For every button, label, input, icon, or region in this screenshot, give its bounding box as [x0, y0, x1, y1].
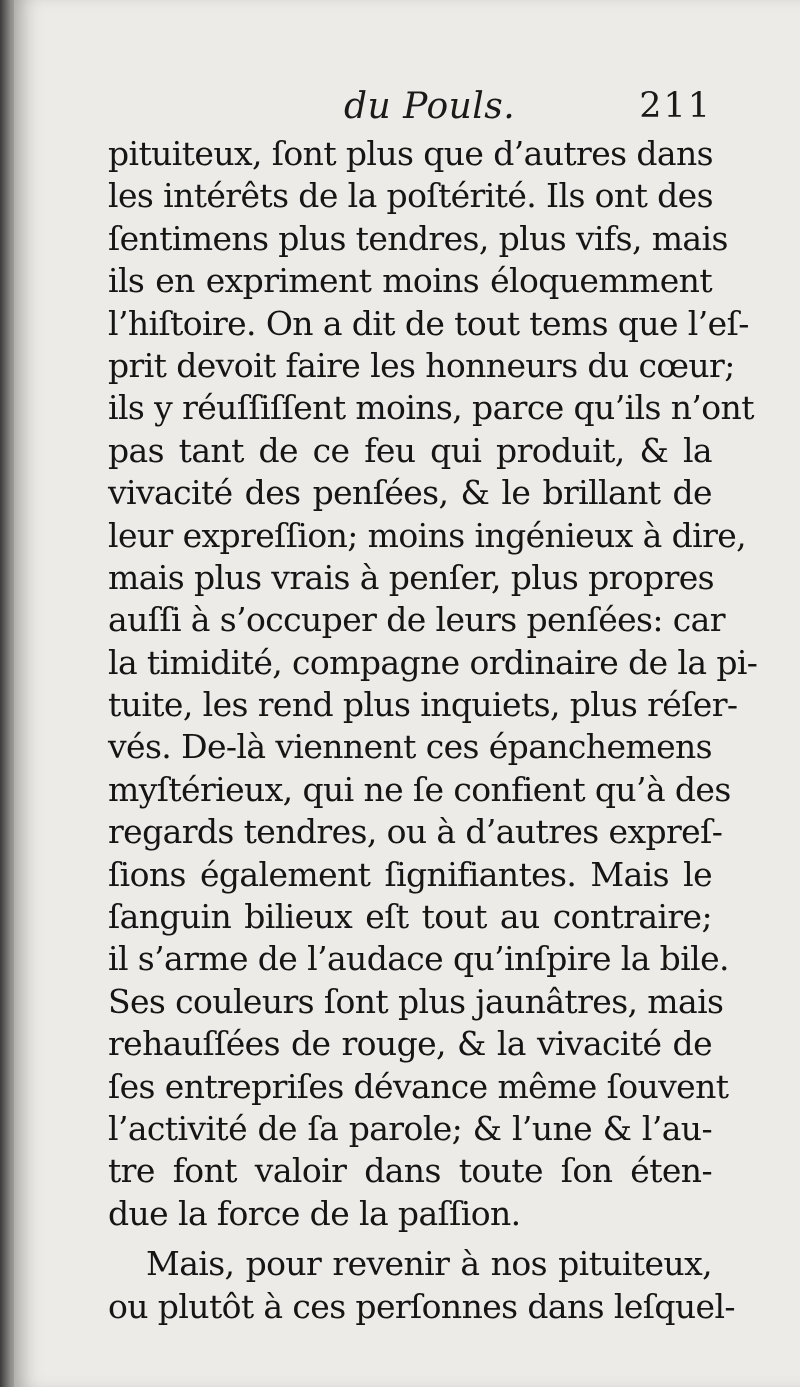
text-line: tuite, les rend plus inquiets, plus réſer-: [108, 685, 738, 725]
text-line: regards tendres, ou à d’autres expreſ-: [108, 812, 723, 852]
text-line: ils en expriment moins éloquemment: [108, 261, 712, 301]
paragraph-1: [108, 133, 758, 1235]
text-line: myſtérieux, qui ne ſe confient qu’à des: [108, 769, 731, 809]
page-number: 211: [639, 86, 712, 126]
page-header: [108, 86, 712, 136]
text-line: la timidité, compagne ordinaire de la pi-: [108, 642, 758, 682]
text-line: ſes entrepriſes dévance même ſouvent: [108, 1066, 729, 1106]
paragraph-2: [108, 1243, 735, 1328]
text-line: Mais, pour revenir à nos pituiteux,: [146, 1244, 712, 1284]
text-line: pituiteux, ſont plus que d’autres dans: [108, 134, 713, 173]
text-line: vés. De-là viennent ces épanchemens: [108, 727, 713, 767]
text-line: l’activité de ſa parole; & l’une & l’au-: [108, 1108, 712, 1148]
text-line: ſanguin bilieux eſt tout au contraire;: [108, 897, 712, 937]
paragraph-gap: [108, 1235, 712, 1243]
body-text: [108, 133, 758, 1328]
running-title: du Pouls.: [344, 86, 516, 127]
text-line: il s’arme de l’audace qu’inſpire la bile.: [108, 939, 729, 979]
text-line: Ses couleurs ſont plus jaunâtres, mais: [108, 981, 724, 1021]
text-line: rehauſſées de rouge, & la vivacité de: [108, 1024, 712, 1064]
text-line: ils y réuſſiſſent moins, parce qu’ils n’ont: [108, 388, 754, 428]
text-line: ou plutôt à ces perſonnes dans leſquel-: [108, 1286, 735, 1326]
text-line: les intérêts de la poſtérité. Ils ont des: [108, 176, 713, 216]
text-line: auſſi à s’occuper de leurs penſées: car: [108, 600, 725, 640]
text-line: vivacité des penſées, & le brillant de: [108, 473, 712, 513]
text-line: mais plus vrais à penſer, plus propres: [108, 557, 715, 597]
text-line: l’hiſtoire. On a dit de tout tems que l’eſ-: [108, 303, 749, 343]
text-line: ſentimens plus tendres, plus vifs, mais: [108, 218, 728, 258]
text-line: tre font valoir dans toute ſon éten-: [108, 1151, 712, 1191]
text-line: ſions également ſignifiantes. Mais le: [108, 854, 712, 894]
text-line: pas tant de ce feu qui produit, & la: [108, 430, 712, 470]
text-line: prit devoit faire les honneurs du cœur;: [108, 345, 735, 385]
text-line: leur expreſſion; moins ingénieux à dire,: [108, 515, 747, 555]
text-line: due la force de la paſſion.: [108, 1193, 521, 1233]
